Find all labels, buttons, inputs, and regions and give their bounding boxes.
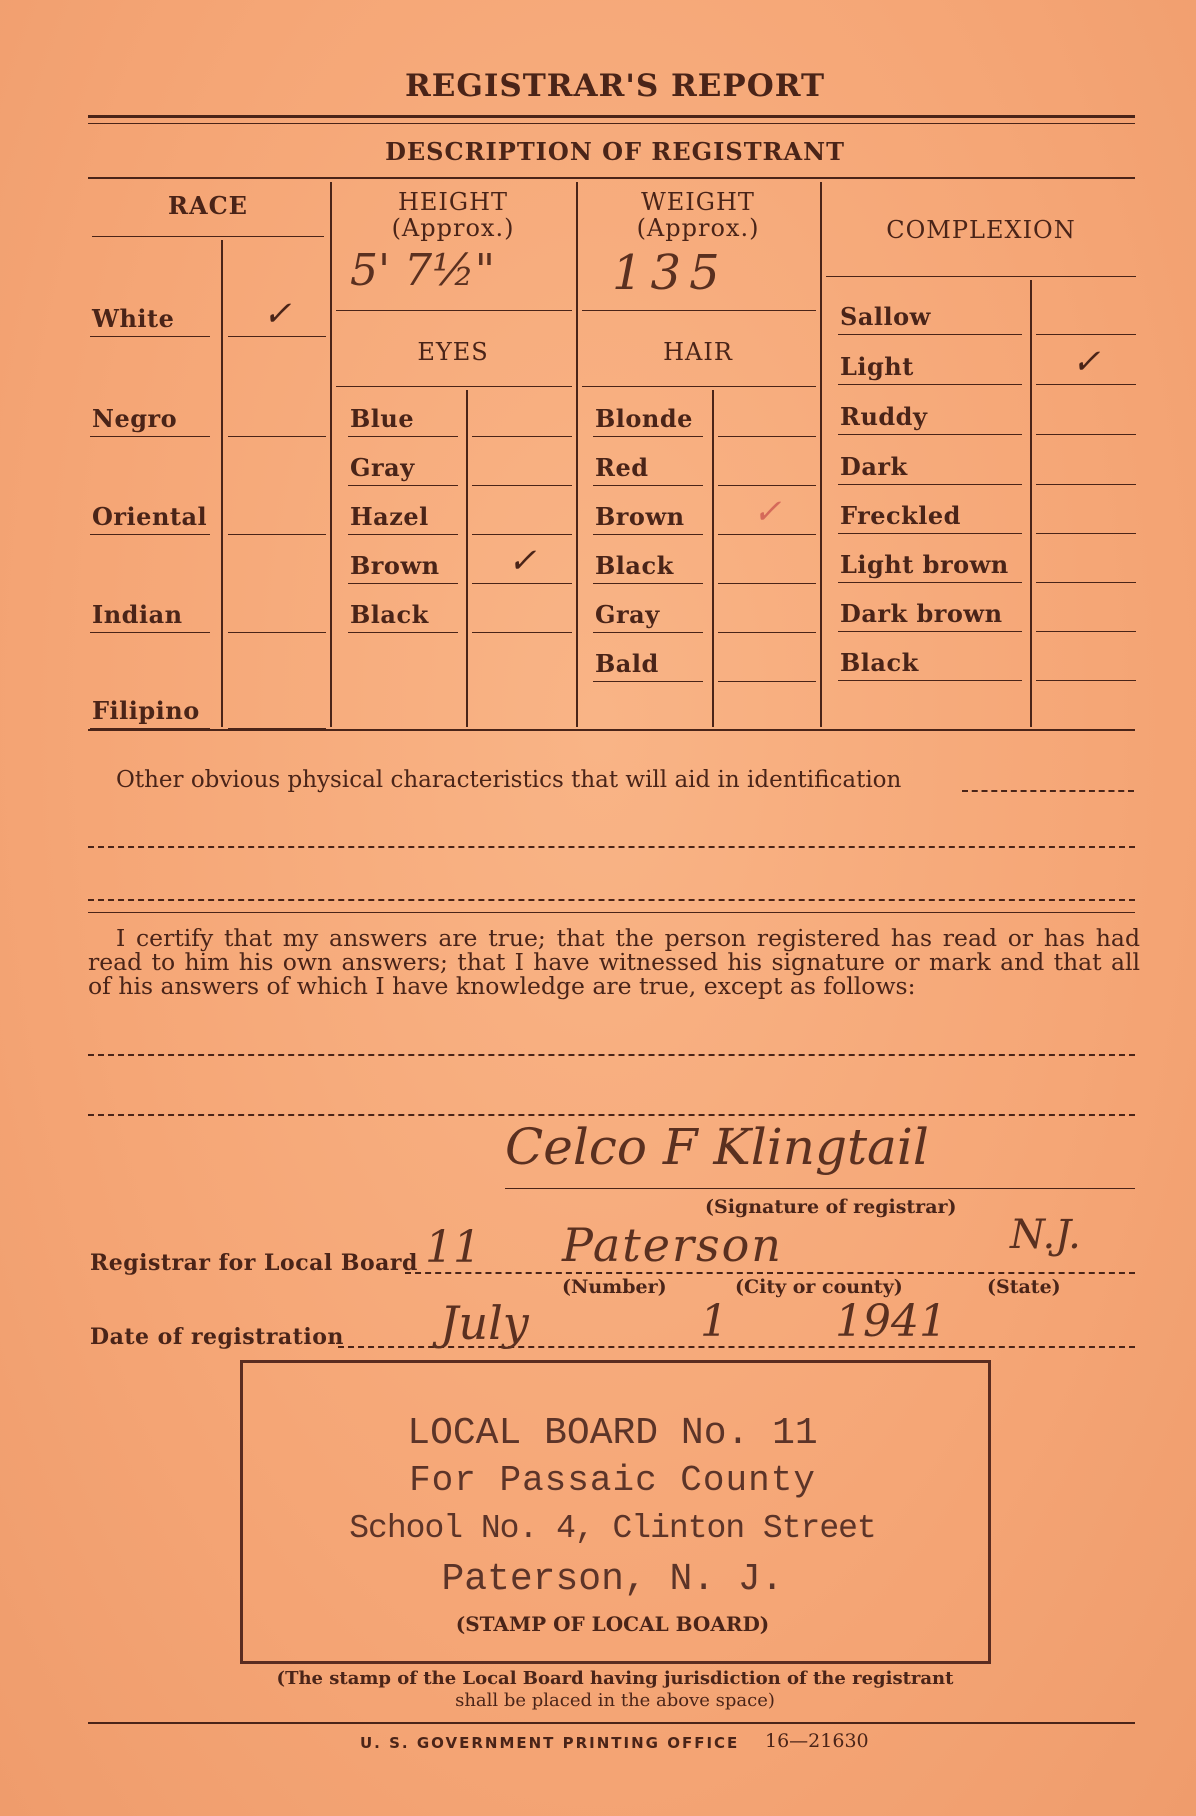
hair-option-blonde: Blonde bbox=[595, 404, 693, 433]
complexion-check-rule bbox=[1036, 533, 1136, 534]
eyes-option-brown: Brown bbox=[350, 551, 440, 580]
complexion-label-rule bbox=[838, 484, 1022, 485]
table-bottom-rule bbox=[88, 729, 1135, 731]
complexion-label-rule bbox=[838, 434, 1022, 435]
complexion-check-mark: ✓ bbox=[1072, 342, 1101, 382]
stamp-line-3: School No. 4, Clinton Street bbox=[349, 1510, 876, 1547]
hair-check-rule bbox=[718, 485, 816, 486]
local-board-city: Paterson bbox=[562, 1218, 783, 1272]
eyes-check-rule bbox=[472, 583, 572, 584]
complexion-option-black: Black bbox=[840, 648, 919, 677]
stamp-line-2: For Passaic County bbox=[409, 1460, 816, 1501]
city-caption: (City or county) bbox=[735, 1276, 903, 1298]
race-label-rule bbox=[90, 336, 210, 337]
race-check-rule bbox=[228, 534, 326, 535]
hair-label-rule bbox=[593, 632, 703, 633]
race-heading-rule bbox=[92, 236, 324, 237]
complexion-label-rule bbox=[838, 384, 1022, 385]
complexion-option-sallow: Sallow bbox=[840, 302, 931, 331]
eyes-heading: EYES bbox=[417, 338, 489, 366]
race-heading: RACE bbox=[168, 191, 248, 220]
certify-dash-2 bbox=[88, 1114, 1135, 1116]
col-rule-race bbox=[221, 240, 223, 727]
complexion-check-rule bbox=[1036, 334, 1136, 335]
complexion-option-freckled: Freckled bbox=[840, 501, 961, 530]
eyes-option-gray: Gray bbox=[350, 453, 415, 482]
complexion-label-rule bbox=[838, 334, 1022, 335]
complexion-option-dark: Dark bbox=[840, 452, 908, 481]
footer-rule bbox=[88, 1722, 1135, 1724]
eyes-check-rule bbox=[472, 485, 572, 486]
col-rule-1 bbox=[330, 182, 332, 727]
col-rule-complexion bbox=[1030, 280, 1032, 727]
signature-caption: (Signature of registrar) bbox=[705, 1196, 957, 1218]
eyes-check-rule bbox=[472, 436, 572, 437]
col-rule-3 bbox=[820, 182, 822, 727]
race-label-rule bbox=[90, 534, 210, 535]
complexion-option-dark-brown: Dark brown bbox=[840, 599, 1003, 628]
stamp-note-line-1: (The stamp of the Local Board having jurisdiction of the registrant bbox=[276, 1668, 954, 1689]
hair-option-gray: Gray bbox=[595, 600, 660, 629]
hair-label-rule bbox=[593, 485, 703, 486]
number-caption: (Number) bbox=[562, 1276, 667, 1298]
hair-check-rule bbox=[718, 534, 816, 535]
race-label-rule bbox=[90, 632, 210, 633]
race-check-rule bbox=[228, 336, 326, 337]
complexion-option-light: Light bbox=[840, 352, 914, 381]
form-number: 16—21630 bbox=[765, 1730, 869, 1752]
col-rule-2 bbox=[576, 182, 578, 727]
eyes-heading-rule bbox=[336, 386, 572, 387]
weight-heading: WEIGHT bbox=[641, 188, 755, 216]
stamp-line-1: LOCAL BOARD No. 11 bbox=[407, 1412, 818, 1455]
race-option-indian: Indian bbox=[92, 600, 183, 629]
race-option-white: White bbox=[92, 304, 175, 333]
complexion-check-rule bbox=[1036, 680, 1136, 681]
race-label-rule bbox=[90, 436, 210, 437]
date-year: 1941 bbox=[835, 1296, 947, 1347]
eyes-label-rule bbox=[348, 583, 458, 584]
complexion-heading: COMPLEXION bbox=[886, 216, 1076, 244]
hair-label-rule bbox=[593, 681, 703, 682]
race-check-rule bbox=[228, 632, 326, 633]
stamp-line-4: Paterson, N. J. bbox=[441, 1558, 784, 1601]
eyes-label-rule bbox=[348, 534, 458, 535]
state-caption: (State) bbox=[987, 1276, 1061, 1298]
certify-top-rule bbox=[88, 912, 1135, 913]
hair-check-rule bbox=[718, 681, 816, 682]
eyes-check-rule bbox=[472, 632, 572, 633]
stamp-caption: (STAMP OF LOCAL BOARD) bbox=[455, 1612, 770, 1636]
local-board-number: 11 bbox=[425, 1222, 481, 1273]
complexion-check-rule bbox=[1036, 434, 1136, 435]
complexion-label-rule bbox=[838, 533, 1022, 534]
col-rule-hair bbox=[712, 390, 714, 727]
eyes-option-black: Black bbox=[350, 600, 429, 629]
hair-check-rule bbox=[718, 632, 816, 633]
printer-imprint: U. S. GOVERNMENT PRINTING OFFICE bbox=[360, 1734, 740, 1752]
height-heading: HEIGHT bbox=[397, 188, 509, 216]
eyes-label-rule bbox=[348, 632, 458, 633]
height-value: 5' 7½" bbox=[350, 245, 495, 296]
date-month: July bbox=[440, 1296, 529, 1350]
eyes-check-rule bbox=[472, 534, 572, 535]
eyes-option-blue: Blue bbox=[350, 404, 415, 433]
other-dash-2 bbox=[88, 846, 1135, 848]
complexion-check-rule bbox=[1036, 484, 1136, 485]
complexion-check-rule bbox=[1036, 582, 1136, 583]
date-label: Date of registration bbox=[90, 1324, 344, 1350]
race-check-mark: ✓ bbox=[263, 294, 292, 334]
race-check-rule bbox=[228, 436, 326, 437]
eyes-check-mark: ✓ bbox=[508, 541, 537, 581]
other-characteristics-label: Other obvious physical characteristics that will aid in identification bbox=[116, 767, 902, 793]
race-option-negro: Negro bbox=[92, 404, 178, 433]
complexion-label-rule bbox=[838, 680, 1022, 681]
hair-option-bald: Bald bbox=[595, 649, 659, 678]
complexion-label-rule bbox=[838, 631, 1022, 632]
hair-label-rule bbox=[593, 583, 703, 584]
local-board-label: Registrar for Local Board bbox=[90, 1250, 418, 1276]
hair-option-black: Black bbox=[595, 551, 674, 580]
eyes-label-rule bbox=[348, 485, 458, 486]
race-option-filipino: Filipino bbox=[92, 696, 200, 725]
hair-heading: HAIR bbox=[663, 338, 733, 366]
hair-check-rule bbox=[718, 583, 816, 584]
hair-check-rule bbox=[718, 436, 816, 437]
complexion-label-rule bbox=[838, 582, 1022, 583]
registrar-signature: Celco F Klingtail bbox=[505, 1118, 929, 1176]
complexion-check-rule bbox=[1036, 384, 1136, 385]
hair-label-rule bbox=[593, 534, 703, 535]
date-day: 1 bbox=[700, 1296, 728, 1347]
hair-label-rule bbox=[593, 436, 703, 437]
certification-text: I certify that my answers are true; that the person registered has read or has had read to him his own answers; that I have witnessed his signature or mark and that all of his answers of which I have knowledge are true, except as follows: bbox=[88, 924, 1140, 1000]
hair-option-brown: Brown bbox=[595, 502, 685, 531]
title-rule bbox=[88, 115, 1135, 118]
signature-rule bbox=[505, 1188, 1135, 1189]
description-heading: DESCRIPTION OF REGISTRANT bbox=[385, 137, 845, 166]
race-option-oriental: Oriental bbox=[92, 502, 208, 531]
report-title: REGISTRAR'S REPORT bbox=[404, 68, 826, 104]
weight-value-rule bbox=[582, 310, 816, 311]
complexion-check-rule bbox=[1036, 631, 1136, 632]
weight-value: 135 bbox=[612, 245, 728, 301]
title-rule-2 bbox=[88, 123, 1135, 124]
complexion-heading-rule bbox=[826, 276, 1136, 277]
other-dash-3 bbox=[88, 899, 1135, 901]
complexion-option-ruddy: Ruddy bbox=[840, 402, 928, 431]
complexion-option-light-brown: Light brown bbox=[840, 550, 1009, 579]
local-board-state: N.J. bbox=[1010, 1212, 1081, 1258]
hair-check-mark: ✓ bbox=[753, 492, 782, 532]
weight-sub: (Approx.) bbox=[636, 214, 760, 242]
eyes-option-hazel: Hazel bbox=[350, 502, 429, 531]
table-top-rule bbox=[88, 177, 1135, 179]
local-board-dash bbox=[405, 1272, 1135, 1274]
hair-heading-rule bbox=[582, 386, 816, 387]
hair-option-red: Red bbox=[595, 453, 649, 482]
other-dash-1 bbox=[962, 790, 1134, 792]
col-rule-eyes bbox=[466, 390, 468, 727]
height-value-rule bbox=[336, 310, 572, 311]
eyes-label-rule bbox=[348, 436, 458, 437]
stamp-note-line-2: shall be placed in the above space) bbox=[455, 1690, 775, 1711]
height-sub: (Approx.) bbox=[391, 214, 515, 242]
certify-dash-1 bbox=[88, 1054, 1135, 1056]
